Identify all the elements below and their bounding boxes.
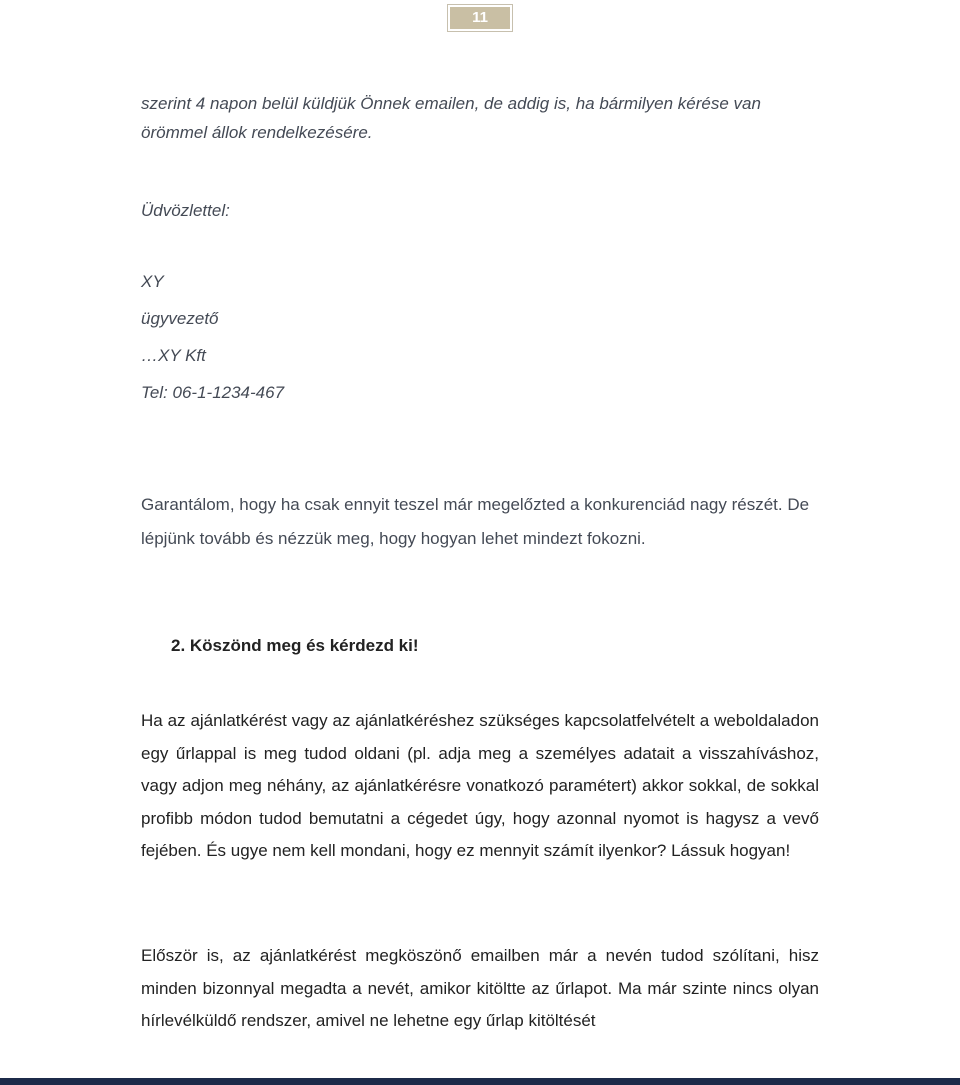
body-paragraph-1: Ha az ajánlatkérést vagy az ajánlatkéréshez szükséges kapcsolatfelvételt a weboldaladon egy űrlappal is meg tudod oldani (pl. adja meg a személyes adatait a visszahíváshoz, vagy adjon meg néhány, az ajánlatkérésre vonatkozó paramétert) akkor sokkal, de sokkal profibb módon tudod bemutatni a cégedet úgy, hogy azonnal nyomot is hagysz a vevő fejében. És ugye nem kell mondani, hogy ez mennyit számít ilyenkor? Lássuk hogyan!: [141, 711, 819, 861]
intro-paragraph: szerint 4 napon belül küldjük Önnek emailen, de addig is, ha bármilyen kérése van örömmel állok rendelkezésére.: [141, 94, 761, 142]
signature-title: ügyvezető: [141, 309, 219, 328]
section-heading: 2. Köszönd meg és kérdezd ki!: [171, 636, 419, 655]
greeting: Üdvözlettel:: [141, 201, 230, 220]
page-number-badge: [447, 4, 513, 32]
guarantee-paragraph: Garantálom, hogy ha csak ennyit teszel már megelőzted a konkurenciád nagy részét. De lépjünk tovább és nézzük meg, hogy hogyan lehet mindezt fokozni.: [141, 495, 810, 548]
body-paragraph-2: Először is, az ajánlatkérést megköszönő emailben már a nevén tudod szólítani, hisz minden bizonnyal megadta a nevét, amikor kitöltte az űrlapot. Ma már szinte nincs olyan hírlevélküldő rendszer, amivel ne lehetne egy űrlap kitöltését: [141, 946, 819, 1031]
signature-phone: Tel: 06-1-1234-467: [141, 383, 285, 402]
signature-name: XY: [141, 272, 164, 291]
footer-bar: [0, 1078, 960, 1085]
signature-company: …XY Kft: [141, 346, 206, 365]
page-number: 11: [450, 7, 510, 29]
